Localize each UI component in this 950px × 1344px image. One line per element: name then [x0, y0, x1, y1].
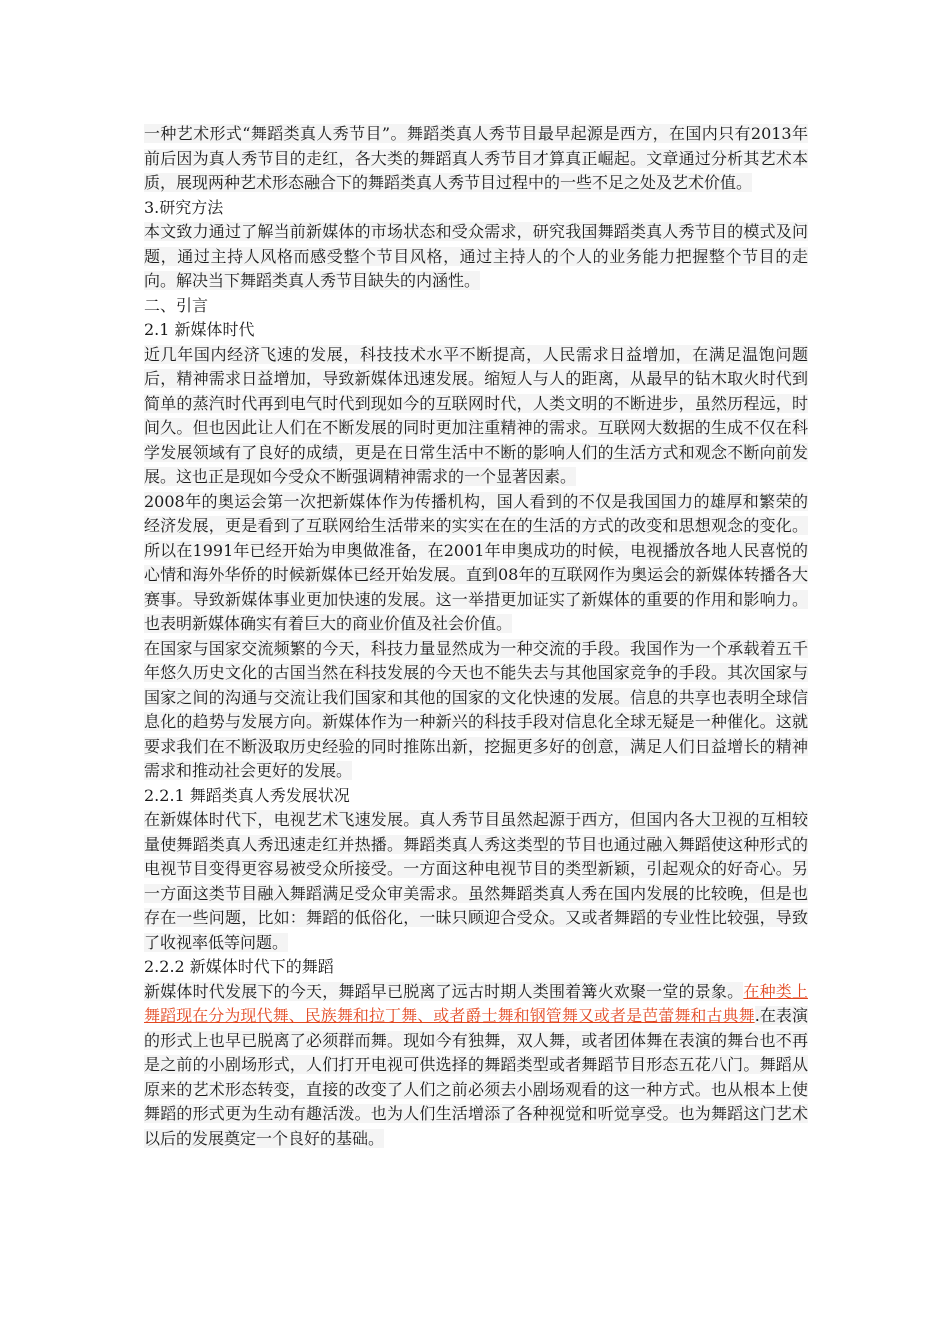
section-heading-introduction: 二、引言	[144, 295, 209, 315]
document-body	[144, 122, 808, 1151]
paragraph-new-media-1: 近几年国内经济飞速的发展，科技技术水平不断提高，人民需求日益增加，在满足温饱问题后，精神需求日益增加，导致新媒体迅速发展。缩短人与人的距离，从最早的钻木取火时代到简单的蒸汽时代再到电气时代到现如今的互联网时代，人类文明的不断进步，虽然历程远，时间久。但也因此让人们在不断发展的同时更加注重精神的需求。互联网大数据的生成不仅在科学发展领域有了良好的成绩，更是在日常生活中不断的影响人们的生活方式和观念不断向前发展。这也正是现如今受众不断强调精神需求的一个显著因素。	[144, 344, 808, 486]
section-heading-dance-reality-status: 2.2.1 舞蹈类真人秀发展状况	[144, 785, 350, 805]
section-heading-dance-new-media: 2.2.2 新媒体时代下的舞蹈	[144, 957, 334, 976]
paragraph-new-media-3: 在国家与国家交流频繁的今天，科技力量显然成为一种交流的手段。我国作为一个承载着五千年悠久历史文化的古国当然在科技发展的今天也不能失去与其他国家竞争的手段。其次国家与国家之间的沟通与交流让我们国家和其他的国家的文化快速的发展。信息的共享也表明全球信息化的趋势与发展方向。新媒体作为一种新兴的科技手段对信息化全球无疑是一种催化。这就要求我们在不断汲取历史经验的同时推陈出新，挖掘更多好的创意，满足人们日益增长的精神需求和推动社会更好的发展。	[144, 638, 808, 780]
paragraph-dance-reality-status: 在新媒体时代下，电视艺术飞速发展。真人秀节目虽然起源于西方，但国内各大卫视的互相较量使舞蹈类真人秀迅速走红并热播。舞蹈类真人秀这类型的节目也通过融入舞蹈使这种形式的电视节目变得更容易被受众所接受。一方面这种电视节目的类型新颖，引起观众的好奇心。另一方面这类节目融入舞蹈满足受众审美需求。虽然舞蹈类真人秀在国内发展的比较晚，但是也存在一些问题，比如：舞蹈的低俗化，一昧只顾迎合受众。又或者舞蹈的专业性比较强，导致了收视率低等问题。	[144, 810, 808, 952]
section-heading-new-media-era: 2.1 新媒体时代	[144, 320, 255, 339]
paragraph-text-after-link: .在表演的形式上也早已脱离了必须群而舞。现如今有独舞，双人舞，或者团体舞在表演的舞台也不再是之前的小剧场形式，人们打开电视可供选择的舞蹈类型或者舞蹈节目形态五花八门。舞蹈从原来的艺术形态转变，直接的改变了人们之前必须去小剧场观看的这一种方式。也从根本上使舞蹈的形式更为生动有趣活泼。也为人们生活增添了各种视觉和听觉享受。也为舞蹈这门艺术以后的发展奠定一个良好的基础。	[144, 1006, 808, 1148]
section-heading-research-method: 3.研究方法	[144, 197, 224, 217]
dance-types-link[interactable]: 在种类上舞蹈现在分为现代舞、民族舞和拉丁舞、或者爵士舞和钢管舞又或者是芭蕾舞和古典舞	[144, 981, 808, 1025]
paragraph-research-method: 本文致力通过了解当前新媒体的市场状态和受众需求，研究我国舞蹈类真人秀节目的模式及问题，通过主持人风格而感受整个节目风格，通过主持人的个人的业务能力把握整个节目的走向。解决当下舞蹈类真人秀节目缺失的内涵性。	[144, 222, 808, 290]
paragraph-new-media-2: 2008年的奥运会第一次把新媒体作为传播机构，国人看到的不仅是我国国力的雄厚和繁荣的经济发展，更是看到了互联网给生活带来的实实在在的生活的方式的改变和思想观念的变化。所以在1991年已经开始为申奥做准备，在2001年申奥成功的时候，电视播放各地人民喜悦的心情和海外华侨的时候新媒体已经开始发展。直到08年的互联网作为奥运会的新媒体转播各大赛事。导致新媒体事业更加快速的发展。这一举措更加证实了新媒体的重要的作用和影响力。也表明新媒体确实有着巨大的商业价值及社会价值。	[144, 491, 808, 633]
paragraph-intro-continued: 一种艺术形式“舞蹈类真人秀节目”。舞蹈类真人秀节目最早起源是西方，在国内只有2013年前后因为真人秀节目的走红，各大类的舞蹈真人秀节目才算真正崛起。文章通过分析其艺术本质，展现两种艺术形态融合下的舞蹈类真人秀节目过程中的一些不足之处及艺术价值。	[144, 124, 808, 192]
paragraph-dance-new-media	[144, 980, 808, 1152]
paragraph-text-before-link: 新媒体时代发展下的今天，舞蹈早已脱离了远古时期人类围着篝火欢聚一堂的景象。	[144, 981, 744, 1001]
